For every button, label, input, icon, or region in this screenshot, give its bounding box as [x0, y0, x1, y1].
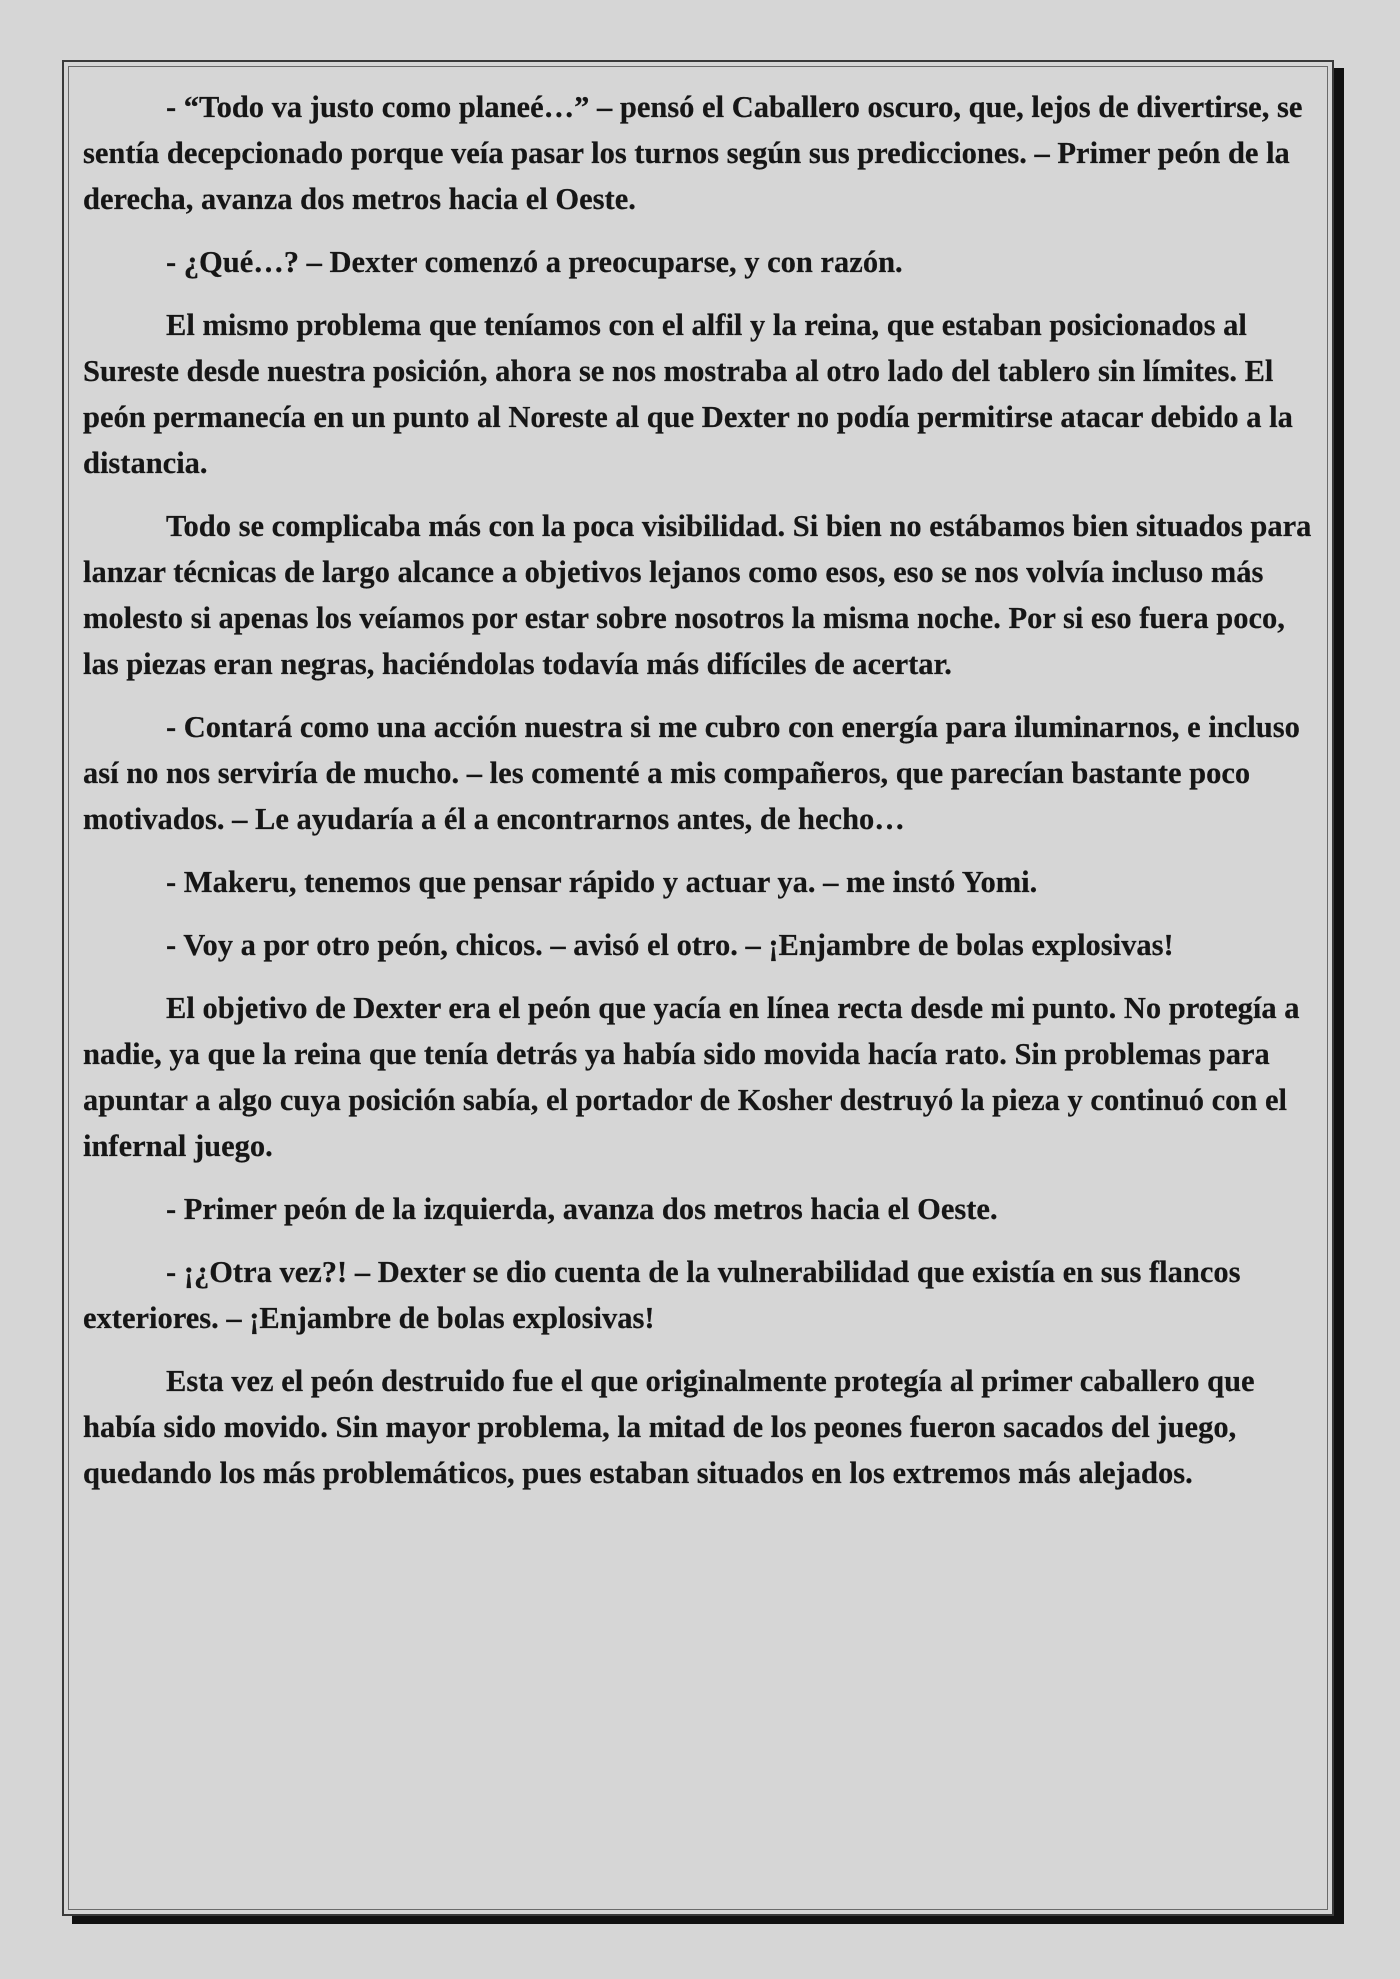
paragraph: - ¡¿Otra vez?! – Dexter se dio cuenta de la vulnerabilidad que existía en sus flancos exteriores. – ¡Enjambre de bolas explosivas! — [83, 1255, 1241, 1335]
paragraph: - Primer peón de la izquierda, avanza dos metros hacia el Oeste. — [166, 1192, 998, 1226]
paragraph: Esta vez el peón destruido fue el que originalmente protegía al primer caballero que había sido movido. Sin mayor problema, la mitad de los peones fueron sacados del juego, quedando los más problemáticos, pues estaban situados en los extremos más alejados. — [83, 1364, 1255, 1490]
paragraph: Todo se complicaba más con la poca visibilidad. Si bien no estábamos bien situados para lanzar técnicas de largo alcance a objetivos lejanos como esos, eso se nos volvía incluso más molesto si apenas los veíamos por estar sobre nosotros la misma noche. Por si eso fuera poco, las piezas eran negras, haciéndolas todavía más difíciles de acertar. — [83, 509, 1312, 681]
paragraph: - Voy a por otro peón, chicos. – avisó el otro. – ¡Enjambre de bolas explosivas! — [166, 928, 1174, 962]
paragraph: El objetivo de Dexter era el peón que yacía en línea recta desde mi punto. No protegía a nadie, ya que la reina que tenía detrás ya había sido movida hacía rato. Sin problemas para apuntar a algo cuya posición sabía, el portador de Kosher destruyó la pieza y continuó con el infernal juego. — [83, 991, 1300, 1163]
paragraph: - “Todo va justo como planeé…” – pensó el Caballero oscuro, que, lejos de divertirse, se sentía decepcionado porque veía pasar los turnos según sus predicciones. – Primer peón de la derecha, avanza dos metros hacia el Oeste. — [83, 90, 1303, 216]
paragraph: El mismo problema que teníamos con el alfil y la reina, que estaban posicionados al Sureste desde nuestra posición, ahora se nos mostraba al otro lado del tablero sin límites. El peón permanecía en un punto al Noreste al que Dexter no podía permitirse atacar debido a la distancia. — [83, 308, 1293, 480]
paragraph: - Makeru, tenemos que pensar rápido y actuar ya. – me instó Yomi. — [166, 865, 1038, 899]
paragraph: - ¿Qué…? – Dexter comenzó a preocuparse, y con razón. — [166, 245, 903, 279]
paragraph: - Contará como una acción nuestra si me cubro con energía para iluminarnos, e incluso así no nos serviría de mucho. – les comenté a mis compañeros, que parecían bastante poco motivados. – Le ayudaría a él a encontrarnos antes, de hecho… — [83, 710, 1300, 836]
document-body — [83, 84, 1323, 1513]
